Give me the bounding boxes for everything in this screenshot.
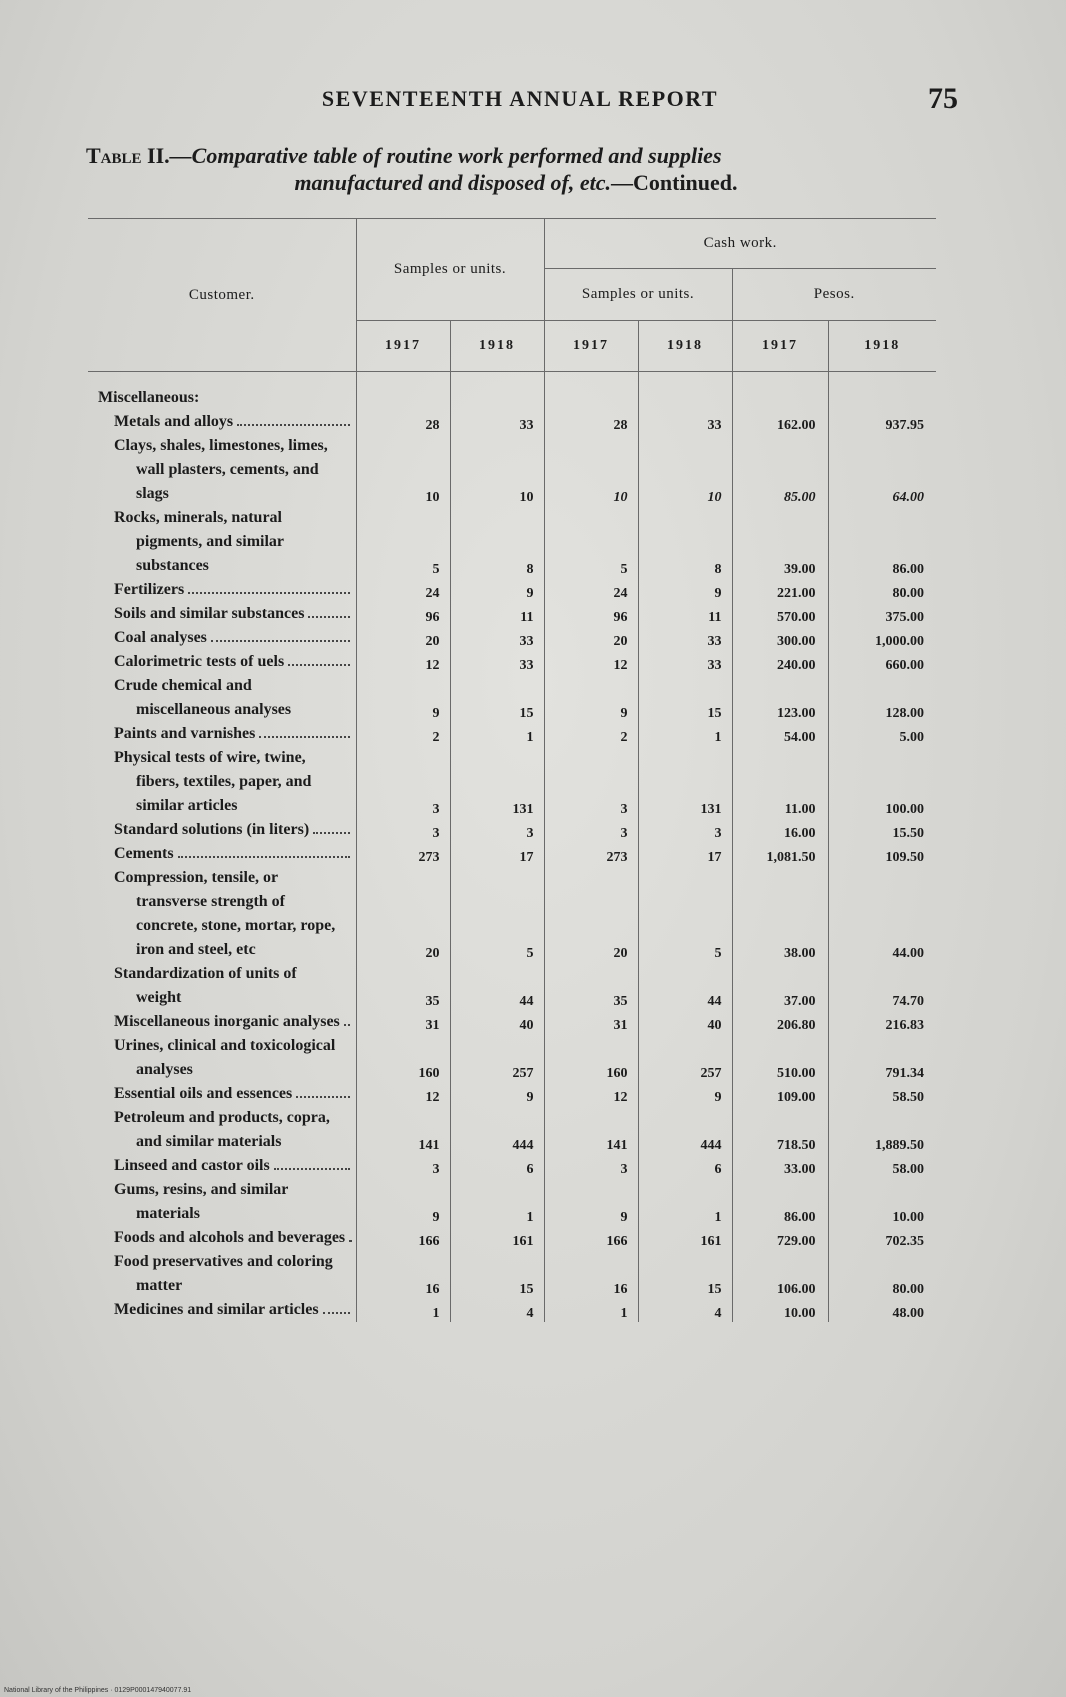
samples-cell: 1	[638, 722, 732, 746]
customer-label: Metals and alloys	[114, 413, 234, 430]
customer-label: Paints and varnishes	[114, 725, 256, 742]
samples-cell: 3	[544, 746, 638, 818]
customer-cell	[88, 866, 356, 962]
dot-leader	[344, 1023, 350, 1026]
dot-leader	[288, 663, 349, 666]
pesos-cell: 10.00	[828, 1178, 936, 1226]
caption-line-1: —Comparative table of routine work performed and supplies	[169, 143, 722, 168]
pesos-cell: 206.80	[732, 1010, 828, 1034]
dot-leader	[308, 615, 349, 618]
samples-cell: 33	[450, 410, 544, 434]
pesos-cell: 791.34	[828, 1034, 936, 1082]
pesos-cell: 85.00	[732, 434, 828, 506]
customer-label: Crude chemical and miscellaneous analyses	[114, 677, 292, 718]
routine-work-table	[88, 218, 936, 1322]
pesos-cell: 375.00	[828, 602, 936, 626]
dot-leader	[178, 855, 350, 858]
samples-cell: 9	[450, 1082, 544, 1106]
pesos-cell: 162.00	[732, 410, 828, 434]
table-row	[88, 818, 936, 842]
samples-cell: 273	[356, 842, 450, 866]
samples-cell: 6	[450, 1154, 544, 1178]
col-cash-samples-header: Samples or units.	[544, 269, 732, 321]
table-row	[88, 1010, 936, 1034]
customer-cell	[88, 746, 356, 818]
pesos-cell: 37.00	[732, 962, 828, 1010]
customer-cell	[88, 1034, 356, 1082]
col-pesos-header: Pesos.	[732, 269, 936, 321]
pesos-cell: 58.00	[828, 1154, 936, 1178]
samples-cell: 3	[638, 818, 732, 842]
customer-cell	[88, 602, 356, 626]
customer-cell	[88, 578, 356, 602]
samples-cell: 444	[638, 1106, 732, 1154]
samples-cell: 166	[356, 1226, 450, 1250]
customer-label: Standardization of units of weight	[114, 965, 297, 1006]
col-cash-work-header: Cash work.	[544, 219, 936, 269]
customer-label: Fertilizers	[114, 581, 185, 598]
pesos-cell: 58.50	[828, 1082, 936, 1106]
samples-cell: 160	[544, 1034, 638, 1082]
customer-cell	[88, 1250, 356, 1298]
samples-cell: 9	[638, 578, 732, 602]
samples-cell: 6	[638, 1154, 732, 1178]
samples-cell: 33	[638, 410, 732, 434]
samples-cell: 3	[356, 1154, 450, 1178]
pesos-cell: 300.00	[732, 626, 828, 650]
pesos-cell: 1,000.00	[828, 626, 936, 650]
samples-cell: 8	[638, 506, 732, 578]
year-header: 1917	[732, 321, 828, 372]
customer-label: Soils and similar substances	[114, 605, 305, 622]
customer-label: Standard solutions (in liters)	[114, 821, 310, 838]
table-row	[88, 1082, 936, 1106]
samples-cell: 1	[450, 722, 544, 746]
samples-cell: 4	[638, 1298, 732, 1322]
table-row	[88, 1298, 936, 1322]
samples-cell: 5	[544, 506, 638, 578]
table-row	[88, 1034, 936, 1082]
samples-cell: 161	[450, 1226, 544, 1250]
pesos-cell: 937.95	[828, 410, 936, 434]
customer-cell	[88, 650, 356, 674]
samples-cell: 5	[450, 866, 544, 962]
pesos-cell: 240.00	[732, 650, 828, 674]
pesos-cell: 128.00	[828, 674, 936, 722]
samples-cell: 44	[450, 962, 544, 1010]
samples-cell: 3	[544, 818, 638, 842]
customer-cell	[88, 1082, 356, 1106]
pesos-cell: 86.00	[732, 1178, 828, 1226]
pesos-cell: 86.00	[828, 506, 936, 578]
samples-cell: 15	[450, 1250, 544, 1298]
samples-cell: 9	[356, 674, 450, 722]
customer-cell	[88, 434, 356, 506]
group-label: Miscellaneous:	[98, 389, 200, 406]
pesos-cell: 123.00	[732, 674, 828, 722]
samples-cell: 31	[356, 1010, 450, 1034]
pesos-cell: 1,889.50	[828, 1106, 936, 1154]
table-row	[88, 506, 936, 578]
table-row	[88, 962, 936, 1010]
samples-cell: 31	[544, 1010, 638, 1034]
pesos-cell: 216.83	[828, 1010, 936, 1034]
samples-cell: 257	[450, 1034, 544, 1082]
samples-cell: 131	[450, 746, 544, 818]
samples-cell: 9	[544, 674, 638, 722]
samples-cell: 257	[638, 1034, 732, 1082]
dot-leader	[188, 591, 349, 594]
table-row	[88, 674, 936, 722]
caption-line-2: manufactured and disposed of, etc.	[294, 170, 611, 195]
samples-cell: 10	[450, 434, 544, 506]
customer-cell	[88, 506, 356, 578]
pesos-cell: 11.00	[732, 746, 828, 818]
customer-label: Foods and alcohols and beverages	[114, 1229, 346, 1246]
samples-cell: 12	[356, 1082, 450, 1106]
samples-cell: 141	[356, 1106, 450, 1154]
table-row	[88, 1106, 936, 1154]
samples-cell: 15	[450, 674, 544, 722]
samples-cell: 9	[638, 1082, 732, 1106]
customer-cell	[88, 1178, 356, 1226]
year-header: 1918	[638, 321, 732, 372]
samples-cell: 12	[544, 650, 638, 674]
table-row	[88, 434, 936, 506]
customer-cell	[88, 626, 356, 650]
samples-cell: 9	[356, 1178, 450, 1226]
col-customer-header: Customer.	[88, 219, 356, 372]
year-header: 1917	[544, 321, 638, 372]
samples-cell: 33	[450, 650, 544, 674]
samples-cell: 17	[638, 842, 732, 866]
samples-cell: 5	[356, 506, 450, 578]
samples-cell: 3	[450, 818, 544, 842]
pesos-cell: 44.00	[828, 866, 936, 962]
pesos-cell: 221.00	[732, 578, 828, 602]
customer-label: Medicines and similar articles	[114, 1301, 319, 1318]
samples-cell: 20	[356, 626, 450, 650]
samples-cell: 2	[544, 722, 638, 746]
samples-cell: 10	[356, 434, 450, 506]
customer-cell	[88, 410, 356, 434]
customer-label: Miscellaneous inorganic analyses	[114, 1013, 340, 1030]
pesos-cell: 54.00	[732, 722, 828, 746]
customer-label: Gums, resins, and similar materials	[114, 1181, 289, 1222]
samples-cell: 1	[450, 1178, 544, 1226]
table-row	[88, 650, 936, 674]
group-row	[88, 372, 936, 411]
pesos-cell: 510.00	[732, 1034, 828, 1082]
pesos-cell: 5.00	[828, 722, 936, 746]
customer-label: Compression, tensile, or transverse strength of concrete, stone, mortar, rope, iron and steel, etc	[114, 869, 336, 958]
samples-cell: 2	[356, 722, 450, 746]
table-row	[88, 842, 936, 866]
customer-cell	[88, 1298, 356, 1322]
pesos-cell: 1,081.50	[732, 842, 828, 866]
customer-label: Urines, clinical and toxicological analyses	[114, 1037, 336, 1078]
samples-cell: 28	[544, 410, 638, 434]
samples-cell: 273	[544, 842, 638, 866]
pesos-cell: 38.00	[732, 866, 828, 962]
samples-cell: 24	[356, 578, 450, 602]
customer-cell	[88, 1154, 356, 1178]
samples-cell: 24	[544, 578, 638, 602]
samples-cell: 16	[544, 1250, 638, 1298]
pesos-cell: 660.00	[828, 650, 936, 674]
pesos-cell: 106.00	[732, 1250, 828, 1298]
pesos-cell: 10.00	[732, 1298, 828, 1322]
dot-leader	[296, 1095, 349, 1098]
table-row	[88, 410, 936, 434]
table-label: Table II.	[86, 143, 170, 168]
samples-cell: 3	[544, 1154, 638, 1178]
samples-cell: 35	[356, 962, 450, 1010]
pesos-cell: 15.50	[828, 818, 936, 842]
caption-continued: —Continued.	[611, 170, 738, 195]
table-row	[88, 1178, 936, 1226]
samples-cell: 1	[638, 1178, 732, 1226]
samples-cell: 9	[544, 1178, 638, 1226]
table-row	[88, 602, 936, 626]
samples-cell: 12	[544, 1082, 638, 1106]
samples-cell: 28	[356, 410, 450, 434]
pesos-cell: 80.00	[828, 1250, 936, 1298]
samples-cell: 16	[356, 1250, 450, 1298]
customer-label: Cements	[114, 845, 174, 862]
customer-label: Essential oils and essences	[114, 1085, 293, 1102]
samples-cell: 10	[638, 434, 732, 506]
pesos-cell: 109.00	[732, 1082, 828, 1106]
customer-label: Coal analyses	[114, 629, 207, 646]
customer-label: Food preservatives and coloring matter	[114, 1253, 333, 1294]
pesos-cell: 702.35	[828, 1226, 936, 1250]
table-row	[88, 578, 936, 602]
customer-cell	[88, 1010, 356, 1034]
customer-cell	[88, 962, 356, 1010]
samples-cell: 44	[638, 962, 732, 1010]
dot-leader	[274, 1167, 350, 1170]
customer-cell	[88, 842, 356, 866]
pesos-cell: 570.00	[732, 602, 828, 626]
running-head: SEVENTEENTH ANNUAL REPORT	[321, 86, 719, 111]
table-row	[88, 746, 936, 818]
samples-cell: 161	[638, 1226, 732, 1250]
customer-label: Clays, shales, limestones, limes, wall plasters, cements, and slags	[114, 437, 328, 502]
samples-cell: 20	[356, 866, 450, 962]
samples-cell: 40	[638, 1010, 732, 1034]
samples-cell: 15	[638, 1250, 732, 1298]
samples-cell: 166	[544, 1226, 638, 1250]
year-header: 1918	[450, 321, 544, 372]
samples-cell: 141	[544, 1106, 638, 1154]
pesos-cell: 100.00	[828, 746, 936, 818]
samples-cell: 33	[450, 626, 544, 650]
table-row	[88, 722, 936, 746]
samples-cell: 96	[544, 602, 638, 626]
customer-label: Petroleum and products, copra, and similar materials	[114, 1109, 330, 1150]
samples-cell: 4	[450, 1298, 544, 1322]
scan-footer: National Library of the Philippines · 0129P000147940077.91	[4, 1687, 192, 1694]
table-row	[88, 866, 936, 962]
page-number: 75	[928, 82, 958, 115]
samples-cell: 11	[450, 602, 544, 626]
customer-cell	[88, 818, 356, 842]
samples-cell: 12	[356, 650, 450, 674]
samples-cell: 96	[356, 602, 450, 626]
customer-label: Rocks, minerals, natural pigments, and similar substances	[114, 509, 284, 574]
samples-cell: 9	[450, 578, 544, 602]
table-body	[88, 372, 936, 1323]
year-header: 1917	[356, 321, 450, 372]
samples-cell: 35	[544, 962, 638, 1010]
pesos-cell: 16.00	[732, 818, 828, 842]
samples-cell: 33	[638, 650, 732, 674]
caption-line-2-wrap	[86, 169, 946, 196]
samples-cell: 444	[450, 1106, 544, 1154]
dot-leader	[323, 1311, 350, 1314]
dot-leader	[313, 831, 349, 834]
pesos-cell: 33.00	[732, 1154, 828, 1178]
samples-cell: 40	[450, 1010, 544, 1034]
pesos-cell: 64.00	[828, 434, 936, 506]
pesos-cell: 80.00	[828, 578, 936, 602]
samples-cell: 1	[544, 1298, 638, 1322]
samples-cell: 10	[544, 434, 638, 506]
dot-leader	[259, 735, 349, 738]
pesos-cell: 74.70	[828, 962, 936, 1010]
samples-cell: 160	[356, 1034, 450, 1082]
customer-cell	[88, 674, 356, 722]
customer-cell	[88, 1226, 356, 1250]
samples-cell: 20	[544, 626, 638, 650]
table-caption	[86, 142, 946, 196]
pesos-cell: 729.00	[732, 1226, 828, 1250]
table-row	[88, 1154, 936, 1178]
dot-leader	[237, 423, 349, 426]
customer-label: Linseed and castor oils	[114, 1157, 270, 1174]
year-header: 1918	[828, 321, 936, 372]
customer-cell	[88, 722, 356, 746]
col-samples-header: Samples or units.	[356, 219, 544, 321]
pesos-cell: 39.00	[732, 506, 828, 578]
samples-cell: 131	[638, 746, 732, 818]
samples-cell: 3	[356, 746, 450, 818]
samples-cell: 33	[638, 626, 732, 650]
table-row	[88, 626, 936, 650]
samples-cell: 20	[544, 866, 638, 962]
samples-cell: 15	[638, 674, 732, 722]
pesos-cell: 718.50	[732, 1106, 828, 1154]
samples-cell: 1	[356, 1298, 450, 1322]
table-row	[88, 1226, 936, 1250]
samples-cell: 8	[450, 506, 544, 578]
dot-leader	[211, 639, 350, 642]
samples-cell: 5	[638, 866, 732, 962]
pesos-cell: 109.50	[828, 842, 936, 866]
samples-cell: 17	[450, 842, 544, 866]
table-row	[88, 1250, 936, 1298]
customer-label: Physical tests of wire, twine, fibers, textiles, paper, and similar articles	[114, 749, 312, 814]
samples-cell: 3	[356, 818, 450, 842]
customer-cell	[88, 1106, 356, 1154]
pesos-cell: 48.00	[828, 1298, 936, 1322]
customer-label: Calorimetric tests of uels	[114, 653, 285, 670]
samples-cell: 11	[638, 602, 732, 626]
